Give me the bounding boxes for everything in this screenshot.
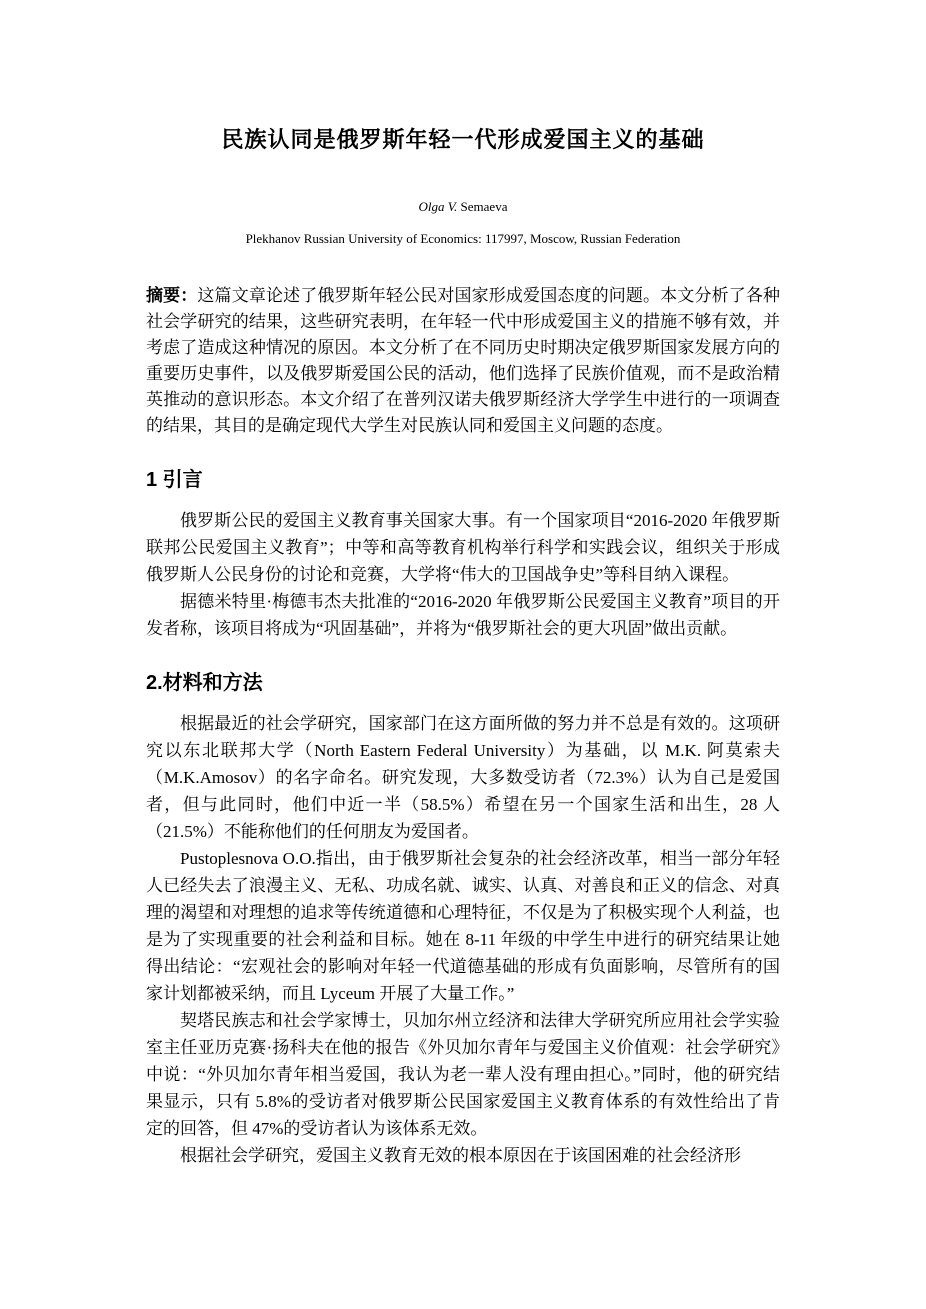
paragraph: 根据最近的社会学研究，国家部门在这方面所做的努力并不总是有效的。这项研究以东北联邦大学（North Eastern Federal University）为基础，以 M.K. 阿莫索夫（M.K.Amosov）的名字命名。研究发现，大多数受访者（72.3%）认为自己是爱国者，但与此同时，他们中近一半（58.5%）希望在另一个国家生活和出生，28 人（21.5%）不能称他们的任何朋友为爱国者。 xyxy=(146,714,780,841)
author-name: Semaeva xyxy=(457,199,508,214)
paragraph: 俄罗斯公民的爱国主义教育事关国家大事。有一个国家项目“2016-2020 年俄罗斯联邦公民爱国主义教育”；中等和高等教育机构举行科学和实践会议，组织关于形成俄罗斯人公民身份的讨论和竞赛，大学将“伟大的卫国战争史”等科目纳入课程。 xyxy=(146,511,780,584)
author-name-italic: Olga V. xyxy=(418,199,458,214)
paragraph: 契塔民族志和社会学家博士，贝加尔州立经济和法律大学研究所应用社会学实验室主任亚历克赛·扬科夫在他的报告《外贝加尔青年与爱国主义价值观：社会学研究》中说：“外贝加尔青年相当爱国，我认为老一辈人没有理由担心。”同时，他的研究结果显示，只有 5.8%的受访者对俄罗斯公民国家爱国主义教育体系的有效性给出了肯定的回答，但 47%的受访者认为该体系无效。 xyxy=(146,1011,780,1138)
abstract xyxy=(146,283,780,439)
section-materials-methods xyxy=(146,670,780,1169)
abstract-text: 这篇文章论述了俄罗斯年轻公民对国家形成爱国态度的问题。本文分析了各种社会学研究的结果，这些研究表明，在年轻一代中形成爱国主义的措施不够有效，并考虑了造成这种情况的原因。本文分析了在不同历史时期决定俄罗斯国家发展方向的重要历史事件，以及俄罗斯爱国公民的活动，他们选择了民族价值观，而不是政治精英推动的意识形态。本文介绍了在普列汉诺夫俄罗斯经济大学学生中进行的一项调查的结果，其目的是确定现代大学生对民族认同和爱国主义问题的态度。 xyxy=(146,286,781,435)
author-line xyxy=(146,199,780,215)
paragraph: 根据社会学研究，爱国主义教育无效的根本原因在于该国困难的社会经济形 xyxy=(180,1146,741,1165)
section-introduction xyxy=(146,467,780,642)
section-heading-introduction: 1 引言 xyxy=(146,469,203,491)
abstract-label: 摘要： xyxy=(146,286,198,305)
affiliation: Plekhanov Russian University of Economics: 117997, Moscow, Russian Federation xyxy=(245,231,681,246)
section-heading-materials-methods: 2.材料和方法 xyxy=(146,672,263,694)
paragraph: Pustoplesnova O.O.指出，由于俄罗斯社会复杂的社会经济改革，相当一部分年轻人已经失去了浪漫主义、无私、功成名就、诚实、认真、对善良和正义的信念、对真理的渴望和对理想的追求等传统道德和心理特征，不仅是为了积极实现个人利益，也是为了实现重要的社会利益和目标。她在 8-11 年级的中学生中进行的研究结果让她得出结论：“宏观社会的影响对年轻一代道德基础的形成有负面影响，尽管所有的国家计划都被采纳，而且 Lyceum 开展了大量工作。” xyxy=(146,849,780,1003)
paper-title: 民族认同是俄罗斯年轻一代形成爱国主义的基础 xyxy=(221,127,705,152)
paragraph: 据德米特里·梅德韦杰夫批准的“2016-2020 年俄罗斯公民爱国主义教育”项目的开发者称，该项目将成为“巩固基础”，并将为“俄罗斯社会的更大巩固”做出贡献。 xyxy=(146,592,780,638)
